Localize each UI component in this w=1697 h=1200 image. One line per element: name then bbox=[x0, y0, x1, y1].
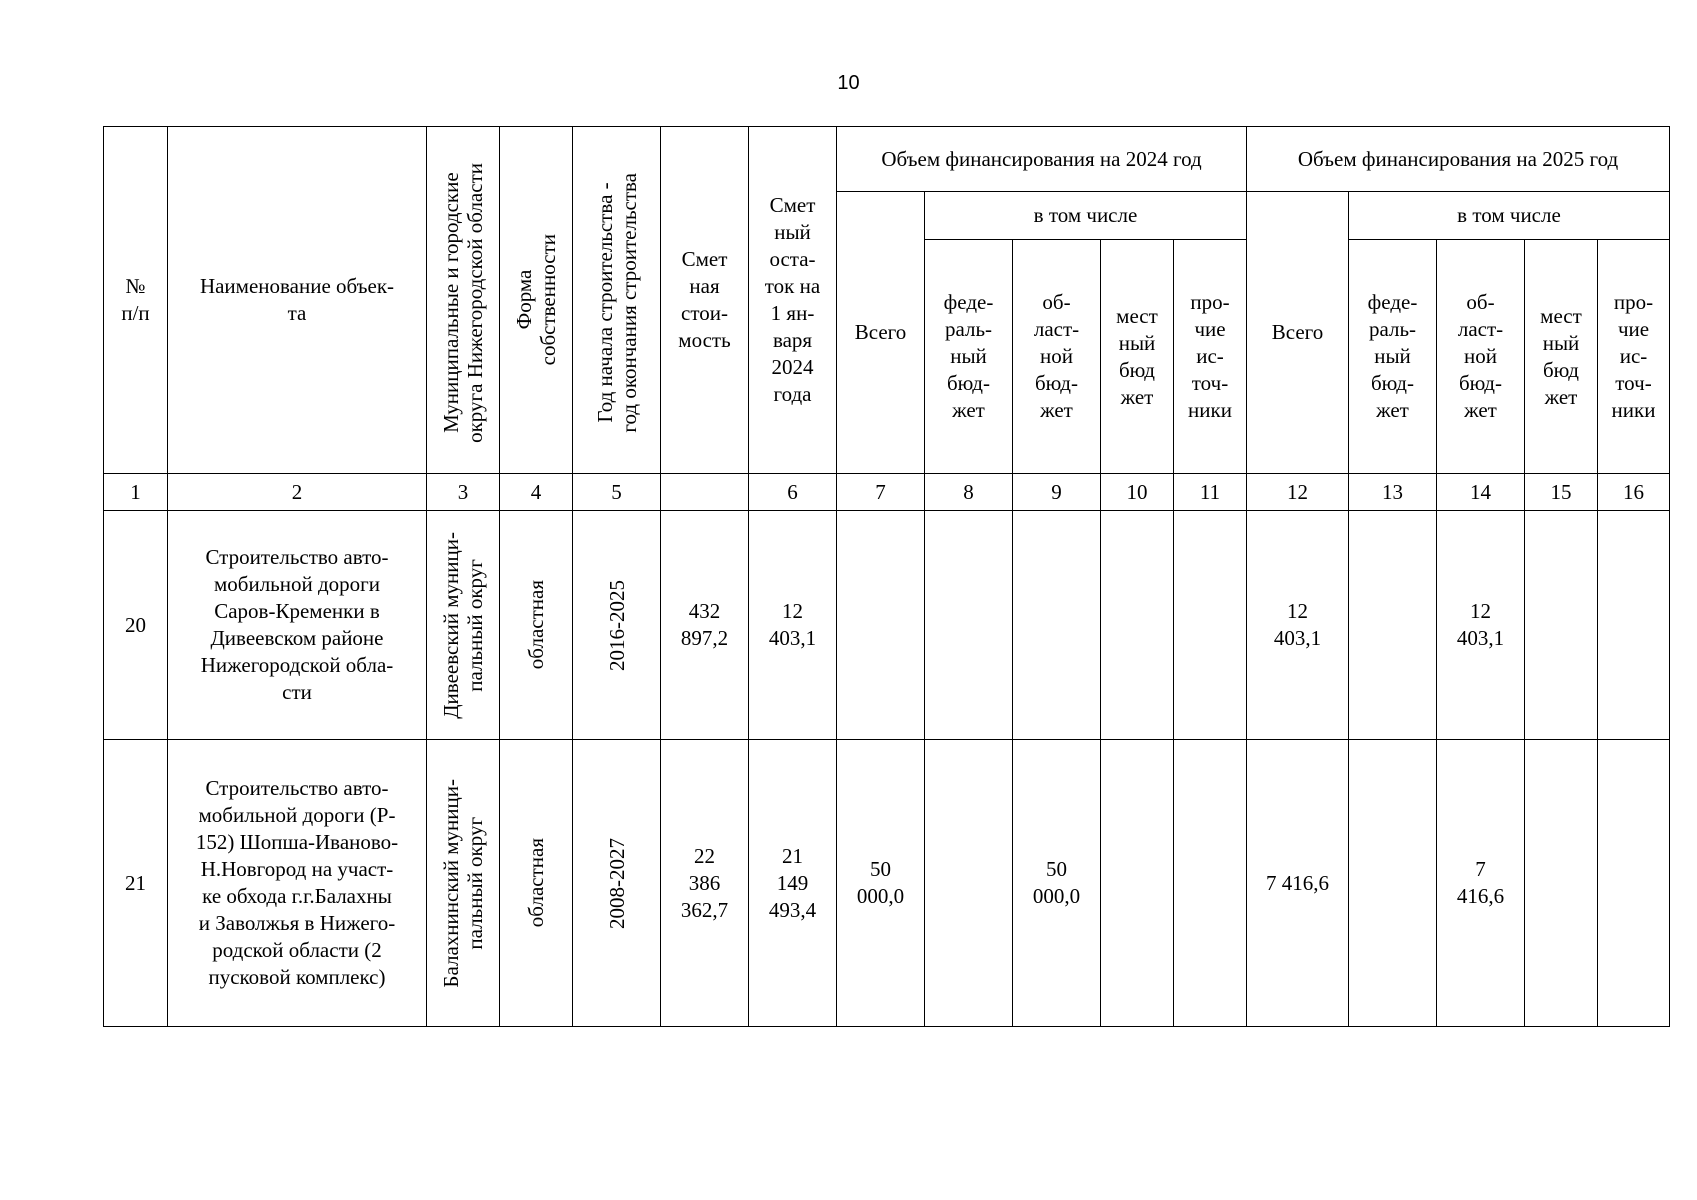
other-2025 bbox=[1598, 740, 1670, 1027]
column-number: 13 bbox=[1349, 474, 1437, 511]
header-estimate-cost: Смет ная стои- мость bbox=[661, 127, 749, 474]
column-number: 15 bbox=[1525, 474, 1598, 511]
header-regional-2024: об- ласт- ной бюд- жет bbox=[1013, 240, 1101, 474]
ownership-cell bbox=[500, 511, 573, 740]
estimate-balance: 12 403,1 bbox=[749, 511, 837, 740]
federal-2024 bbox=[925, 740, 1013, 1027]
local-2025 bbox=[1525, 740, 1598, 1027]
column-number: 14 bbox=[1437, 474, 1525, 511]
header-other-2024: про- чие ис- точ- ники bbox=[1174, 240, 1247, 474]
header-ownership-text: Форма собственности bbox=[512, 234, 560, 366]
total-2025: 12 403,1 bbox=[1247, 511, 1349, 740]
ownership: областная bbox=[524, 580, 548, 670]
other-2024 bbox=[1174, 740, 1247, 1027]
header-federal-2024: феде- раль- ный бюд- жет bbox=[925, 240, 1013, 474]
header-municipality bbox=[427, 127, 500, 474]
header-object-name: Наименование объек- та bbox=[168, 127, 427, 474]
header-no: № п/п bbox=[104, 127, 168, 474]
regional-2025: 12 403,1 bbox=[1437, 511, 1525, 740]
header-row-1 bbox=[104, 127, 1670, 192]
local-2025 bbox=[1525, 511, 1598, 740]
header-financing-2024: Объем финансирования на 2024 год bbox=[837, 127, 1247, 192]
years-cell bbox=[573, 511, 661, 740]
column-number: 10 bbox=[1101, 474, 1174, 511]
construction-years: 2008-2027 bbox=[604, 837, 629, 929]
column-number: 4 bbox=[500, 474, 573, 511]
municipality: Балахнинский муници- пальный округ bbox=[439, 778, 487, 988]
federal-2024 bbox=[925, 511, 1013, 740]
column-number: 1 bbox=[104, 474, 168, 511]
object-name: Строительство авто- мобильной дороги (Р- 152) Шопша-Иваново- Н.Новгород на участ- ке обхода г.г.Балахны и Заволжья в Нижего- родской области (2 пусковой комплекс) bbox=[168, 740, 427, 1027]
estimate-balance: 21 149 493,4 bbox=[749, 740, 837, 1027]
column-number: 6 bbox=[749, 474, 837, 511]
row-number: 20 bbox=[104, 511, 168, 740]
column-number: 11 bbox=[1174, 474, 1247, 511]
municipality-cell bbox=[427, 740, 500, 1027]
table-row bbox=[104, 740, 1670, 1027]
regional-2024: 50 000,0 bbox=[1013, 740, 1101, 1027]
header-years-text: Год начала строительства - год окончания строительства bbox=[592, 173, 641, 433]
local-2024 bbox=[1101, 511, 1174, 740]
municipality: Дивеевский муници- пальный округ bbox=[439, 531, 487, 719]
regional-2024 bbox=[1013, 511, 1101, 740]
municipality-cell bbox=[427, 511, 500, 740]
header-estimate-balance: Смет ный оста- ток на 1 ян- варя 2024 года bbox=[749, 127, 837, 474]
header-regional-2025: об- ласт- ной бюд- жет bbox=[1437, 240, 1525, 474]
years-cell bbox=[573, 740, 661, 1027]
local-2024 bbox=[1101, 740, 1174, 1027]
estimate-cost: 432 897,2 bbox=[661, 511, 749, 740]
header-total-2024: Всего bbox=[837, 192, 925, 474]
column-number: 7 bbox=[837, 474, 925, 511]
estimate-cost: 22 386 362,7 bbox=[661, 740, 749, 1027]
other-2024 bbox=[1174, 511, 1247, 740]
table-row bbox=[104, 511, 1670, 740]
header-local-2025: мест ный бюд жет bbox=[1525, 240, 1598, 474]
header-financing-2025: Объем финансирования на 2025 год bbox=[1247, 127, 1670, 192]
ownership: областная bbox=[524, 838, 548, 928]
row-number: 21 bbox=[104, 740, 168, 1027]
column-number: 8 bbox=[925, 474, 1013, 511]
page-number: 10 bbox=[837, 72, 860, 94]
column-number: 16 bbox=[1598, 474, 1670, 511]
total-2024: 50 000,0 bbox=[837, 740, 925, 1027]
header-local-2024: мест ный бюд жет bbox=[1101, 240, 1174, 474]
federal-2025 bbox=[1349, 511, 1437, 740]
investment-table bbox=[103, 126, 1670, 1027]
total-2025: 7 416,6 bbox=[1247, 740, 1349, 1027]
column-number-row bbox=[104, 474, 1670, 511]
header-total-2025: Всего bbox=[1247, 192, 1349, 474]
total-2024 bbox=[837, 511, 925, 740]
other-2025 bbox=[1598, 511, 1670, 740]
header-federal-2025: феде- раль- ный бюд- жет bbox=[1349, 240, 1437, 474]
header-including-2024: в том числе bbox=[925, 192, 1247, 240]
ownership-cell bbox=[500, 740, 573, 1027]
column-number: 3 bbox=[427, 474, 500, 511]
header-other-2025: про- чие ис- точ- ники bbox=[1598, 240, 1670, 474]
header-years bbox=[573, 127, 661, 474]
column-number bbox=[661, 474, 749, 511]
object-name: Строительство авто- мобильной дороги Саров-Кременки в Дивеевском районе Нижегородской обла- сти bbox=[168, 511, 427, 740]
construction-years: 2016-2025 bbox=[604, 579, 629, 671]
federal-2025 bbox=[1349, 740, 1437, 1027]
column-number: 9 bbox=[1013, 474, 1101, 511]
header-municipality-text: Муниципальные и городские округа Нижегородской области bbox=[439, 163, 487, 443]
header-ownership bbox=[500, 127, 573, 474]
column-number: 2 bbox=[168, 474, 427, 511]
header-including-2025: в том числе bbox=[1349, 192, 1670, 240]
regional-2025: 7 416,6 bbox=[1437, 740, 1525, 1027]
column-number: 5 bbox=[573, 474, 661, 511]
column-number: 12 bbox=[1247, 474, 1349, 511]
